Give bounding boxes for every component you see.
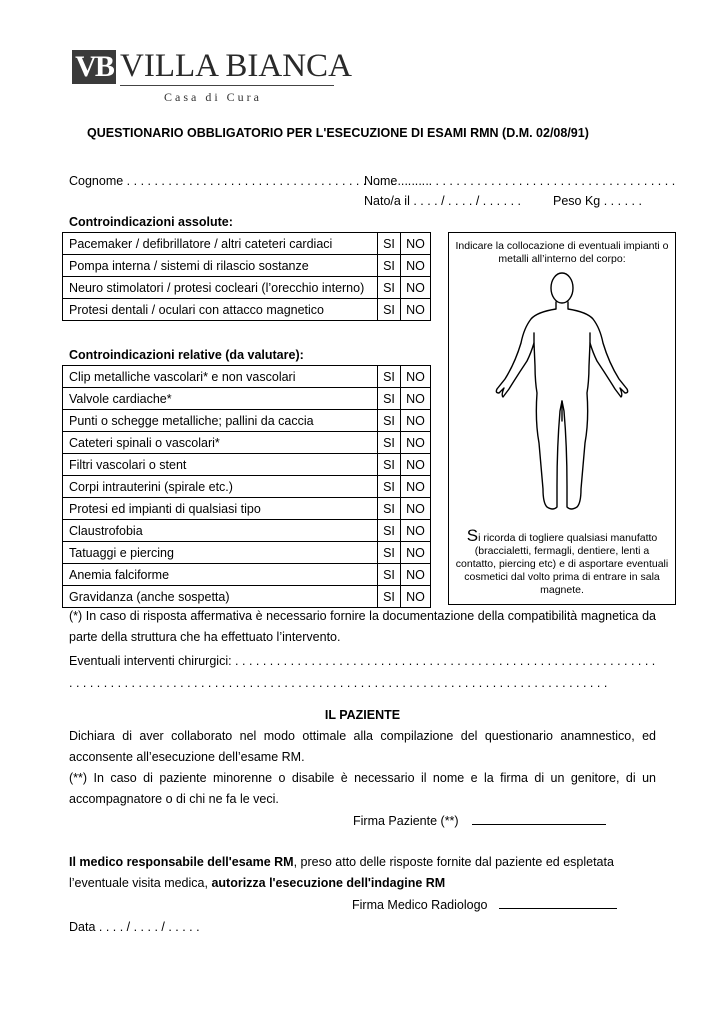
doctor-text: , preso atto delle risposte fornite dal paziente ed espletata l’eventuale visita medica,: [69, 855, 614, 890]
contraindication-label: Anemia falciforme: [63, 564, 378, 586]
answer-yes[interactable]: SI: [378, 388, 401, 410]
contraindication-row: [63, 277, 431, 299]
answer-no[interactable]: NO: [401, 299, 431, 321]
relative-heading: Controindicazioni relative (da valutare):: [69, 348, 304, 362]
contraindication-label: Clip metalliche vascolari* e non vascolari: [63, 366, 378, 388]
contraindication-label: Cateteri spinali o vascolari*: [63, 432, 378, 454]
logo-name: VILLA BIANCA: [120, 48, 352, 84]
answer-yes[interactable]: SI: [378, 542, 401, 564]
logo-divider: [120, 85, 334, 86]
answer-no[interactable]: NO: [401, 476, 431, 498]
body-outline-diagram[interactable]: [477, 271, 647, 525]
answer-no[interactable]: NO: [401, 454, 431, 476]
answer-yes[interactable]: SI: [378, 299, 401, 321]
answer-no[interactable]: NO: [401, 388, 431, 410]
patient-signature-label: Firma Paziente (**): [353, 814, 459, 828]
doctor-signature-label: Firma Medico Radiologo: [352, 898, 488, 912]
contraindication-row: [63, 432, 431, 454]
contraindication-label: Pacemaker / defibrillatore / altri cateteri cardiaci: [63, 233, 378, 255]
reminder-body: i ricorda di togliere qualsiasi manufatto (braccialetti, fermagli, dentiere, lenti a contatto, piercing etc) e di asportare eventuali cosmetici dal volto prima di entrare in sala magnete.: [455, 532, 669, 596]
contraindication-row: [63, 366, 431, 388]
contraindication-label: Filtri vascolari o stent: [63, 454, 378, 476]
answer-no[interactable]: NO: [401, 233, 431, 255]
relative-table: [62, 365, 431, 608]
answer-no[interactable]: NO: [401, 564, 431, 586]
contraindication-label: Claustrofobia: [63, 520, 378, 542]
answer-yes[interactable]: SI: [378, 520, 401, 542]
patient-heading: IL PAZIENTE: [324, 708, 401, 722]
answer-yes[interactable]: SI: [378, 432, 401, 454]
contraindication-row: [63, 454, 431, 476]
contraindication-row: [63, 299, 431, 321]
contraindication-label: Tatuaggi e piercing: [63, 542, 378, 564]
logo-monogram: VB: [72, 50, 116, 84]
contraindication-label: Neuro stimolatori / protesi cocleari (l’orecchio interno): [63, 277, 378, 299]
answer-no[interactable]: NO: [401, 277, 431, 299]
answer-no[interactable]: NO: [401, 255, 431, 277]
answer-yes[interactable]: SI: [378, 233, 401, 255]
answer-yes[interactable]: SI: [378, 255, 401, 277]
clinic-logo: [72, 48, 352, 108]
answer-yes[interactable]: SI: [378, 564, 401, 586]
absolute-table: [62, 232, 431, 321]
contraindication-label: Corpi intrauterini (spirale etc.): [63, 476, 378, 498]
contraindication-row: [63, 233, 431, 255]
doctor-signature: [352, 898, 617, 912]
contraindication-row: [63, 586, 431, 608]
doctor-bold-start: Il medico responsabile dell'esame RM: [69, 855, 294, 869]
name-field[interactable]: Nome . . . . . . . . . . . . . . . . . . . . . . . . . . . . . . . . . . . . . . . .: [364, 174, 676, 188]
contraindication-label: Pompa interna / sistemi di rilascio sostanze: [63, 255, 378, 277]
answer-yes[interactable]: SI: [378, 410, 401, 432]
surname-field[interactable]: Cognome . . . . . . . . . . . . . . . . . . . . . . . . . . . . . . . . . . . . . . . . . . . .: [69, 174, 429, 188]
contraindication-row: [63, 476, 431, 498]
answer-yes[interactable]: SI: [378, 277, 401, 299]
answer-yes[interactable]: SI: [378, 498, 401, 520]
answer-yes[interactable]: SI: [378, 476, 401, 498]
answer-yes[interactable]: SI: [378, 586, 401, 608]
implant-instructions: Indicare la collocazione di eventuali impianti o metalli all’interno del corpo:: [455, 240, 669, 265]
answer-no[interactable]: NO: [401, 520, 431, 542]
contraindication-row: [63, 542, 431, 564]
answer-no[interactable]: NO: [401, 366, 431, 388]
patient-signature: [353, 814, 606, 828]
doctor-bold-end: autorizza l'esecuzione dell'indagine RM: [211, 876, 446, 890]
doctor-authorization: [69, 852, 656, 894]
footnote: (*) In caso di risposta affermativa è necessario fornire la documentazione della compatibilità magnetica da parte della struttura che ha effettuato l’intervento.: [69, 609, 656, 644]
contraindication-label: Punti o schegge metalliche; pallini da caccia: [63, 410, 378, 432]
patient-declaration: Dichiara di aver collaborato nel modo ottimale alla compilazione del questionario anamnestico, ed acconsente all’esecuzione dell’esame RM.: [69, 729, 656, 764]
contraindication-label: Gravidanza (anche sospetta): [63, 586, 378, 608]
contraindication-label: Protesi ed impianti di qualsiasi tipo: [63, 498, 378, 520]
absolute-heading: Controindicazioni assolute:: [69, 215, 233, 229]
answer-no[interactable]: NO: [401, 498, 431, 520]
contraindication-row: [63, 564, 431, 586]
minor-note: (**) In caso di paziente minorenne o disabile è necessario il nome e la firma di un genitore, di un accompagnatore o di chi ne fa le veci.: [69, 771, 656, 806]
surgery-field-continued[interactable]: . . . . . . . . . . . . . . . . . . . . . . . . . . . . . . . . . . . . . . . . . . . . . . . . . . . . . . . . . . . . . . . . . . . . . . . . . . . . . .: [69, 676, 608, 690]
contraindication-row: [63, 388, 431, 410]
contraindication-row: [63, 520, 431, 542]
answer-no[interactable]: NO: [401, 586, 431, 608]
surgery-field[interactable]: Eventuali interventi chirurgici: . . . . . . . . . . . . . . . . . . . . . . . . . . . . . . . . . . . . . . . . . . . . . . . . . . . . . . . . . . . . .: [69, 654, 656, 668]
answer-no[interactable]: NO: [401, 410, 431, 432]
date-field[interactable]: Data . . . . / . . . . / . . . . .: [69, 920, 200, 934]
reminder-initial: S: [466, 526, 479, 545]
form-title: QUESTIONARIO OBBLIGATORIO PER L'ESECUZIONE DI ESAMI RMN (D.M. 02/08/91): [87, 126, 589, 140]
implant-location-box: [448, 232, 676, 605]
contraindication-label: Valvole cardiache*: [63, 388, 378, 410]
weight-field[interactable]: Peso Kg . . . . . .: [553, 194, 642, 208]
answer-yes[interactable]: SI: [378, 366, 401, 388]
logo-subtitle: Casa di Cura: [164, 90, 262, 104]
contraindication-row: [63, 255, 431, 277]
reminder-text: [455, 526, 669, 597]
answer-no[interactable]: NO: [401, 432, 431, 454]
answer-no[interactable]: NO: [401, 542, 431, 564]
doctor-signature-line[interactable]: [499, 908, 617, 909]
answer-yes[interactable]: SI: [378, 454, 401, 476]
contraindication-row: [63, 498, 431, 520]
birthdate-field[interactable]: Nato/a il . . . . / . . . . / . . . . . .: [364, 194, 521, 208]
patient-signature-line[interactable]: [472, 824, 606, 825]
contraindication-label: Protesi dentali / oculari con attacco magnetico: [63, 299, 378, 321]
contraindication-row: [63, 410, 431, 432]
